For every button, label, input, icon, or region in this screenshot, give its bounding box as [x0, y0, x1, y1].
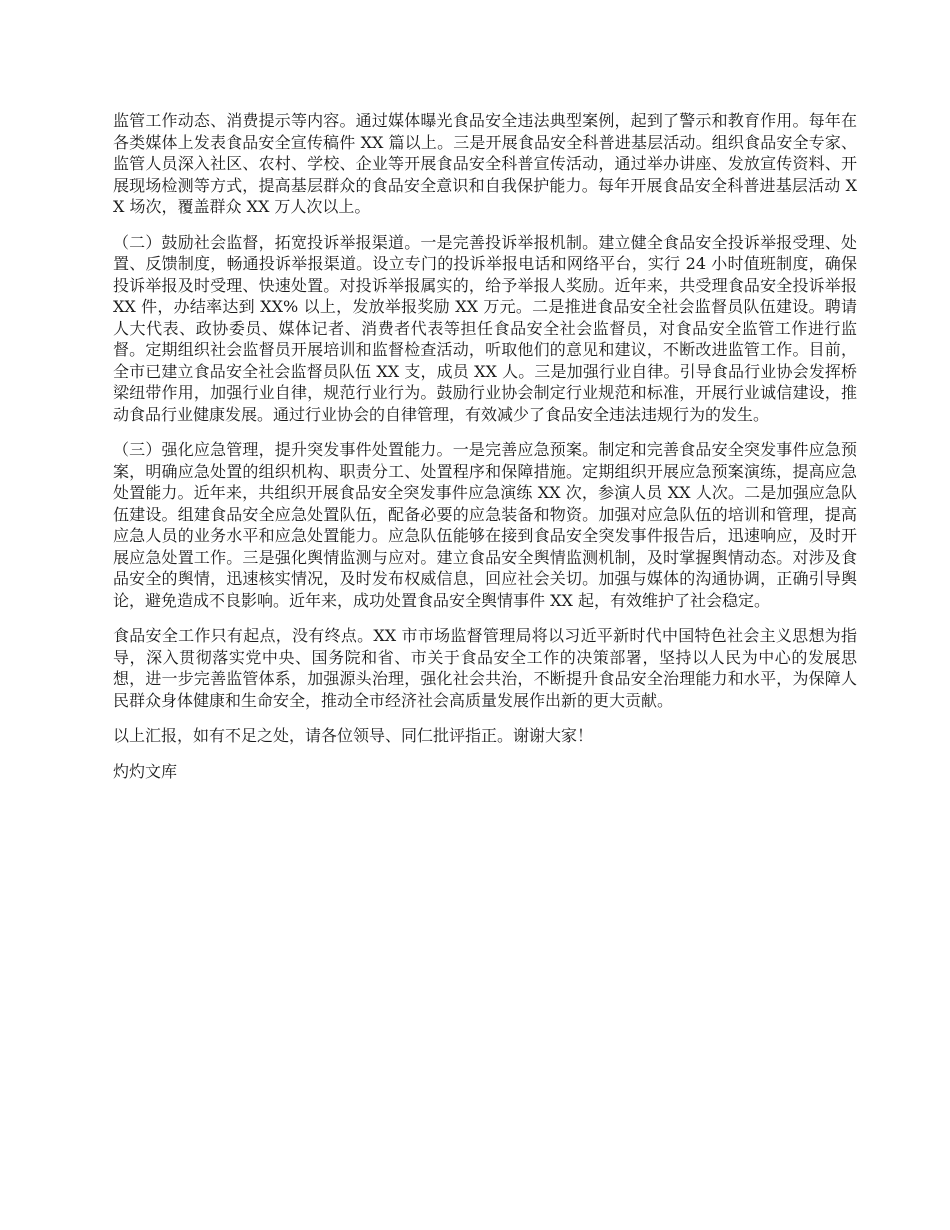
paragraph-publicity: 监管工作动态、消费提示等内容。通过媒体曝光食品安全违法典型案例，起到了警示和教育作用。每年在各类媒体上发表食品安全宣传稿件 XX 篇以上。三是开展食品安全科普进基层活动。组织食品安全专家、监管人员深入社区、农村、学校、企业等开展食品安全科普宣传活动，通过举办讲座、发放宣传资料、开展现场检测等方式，提高基层群众的食品安全意识和自我保护能力。每年开展食品安全科普进基层活动 XX 场次，覆盖群众 XX 万人次以上。	[113, 111, 857, 216]
document-body	[113, 110, 857, 782]
closing-remark: 以上汇报，如有不足之处，请各位领导、同仁批评指正。谢谢大家！	[113, 726, 594, 745]
paragraph-emergency-management: （三）强化应急管理，提升突发事件处置能力。一是完善应急预案。制定和完善食品安全突发事件应急预案，明确应急处置的组织机构、职责分工、处置程序和保障措施。定期组织开展应急预案演练，提高应急处置能力。近年来，共组织开展食品安全突发事件应急演练 XX 次，参演人员 XX 人次。二是加强应急队伍建设。组建食品安全应急处置队伍，配备必要的应急装备和物资。加强对应急队伍的培训和管理，提高应急人员的业务水平和应急处置能力。应急队伍能够在接到食品安全突发事件报告后，迅速响应，及时开展应急处置工作。三是强化舆情监测与应对。建立食品安全舆情监测机制，及时掌握舆情动态。对涉及食品安全的舆情，迅速核实情况，及时发布权威信息，回应社会关切。加强与媒体的沟通协调，正确引导舆论，避免造成不良影响。近年来，成功处置食品安全舆情事件 XX 起，有效维护了社会稳定。	[113, 440, 857, 610]
source-label: 灼灼文库	[113, 761, 178, 781]
paragraph-conclusion: 食品安全工作只有起点，没有终点。XX 市市场监督管理局将以习近平新时代中国特色社会主义思想为指导，深入贯彻落实党中央、国务院和省、市关于食品安全工作的决策部署，坚持以人民为中心的发展思想，进一步完善监管体系，加强源头治理，强化社会共治，不断提升食品安全治理能力和水平，为保障人民群众身体健康和生命安全，推动全市经济社会高质量发展作出新的更大贡献。	[113, 626, 857, 710]
paragraph-social-supervision: （二）鼓励社会监督，拓宽投诉举报渠道。一是完善投诉举报机制。建立健全食品安全投诉举报受理、处置、反馈制度，畅通投诉举报渠道。设立专门的投诉举报电话和网络平台，实行 24 小时值班制度，确保投诉举报及时受理、快速处置。对投诉举报属实的，给予举报人奖励。近年来，共受理食品安全投诉举报 XX 件，办结率达到 XX% 以上，发放举报奖励 XX 万元。二是推进食品安全社会监督员队伍建设。聘请人大代表、政协委员、媒体记者、消费者代表等担任食品安全社会监督员，对食品安全监管工作进行监督。定期组织社会监督员开展培训和监督检查活动，听取他们的意见和建议，不断改进监管工作。目前，全市已建立食品安全社会监督员队伍 XX 支，成员 XX 人。三是加强行业自律。引导食品行业协会发挥桥梁纽带作用，加强行业自律，规范行业行为。鼓励行业协会制定行业规范和标准，开展行业诚信建设，推动食品行业健康发展。通过行业协会的自律管理，有效减少了食品安全违法违规行为的发生。	[113, 232, 857, 424]
